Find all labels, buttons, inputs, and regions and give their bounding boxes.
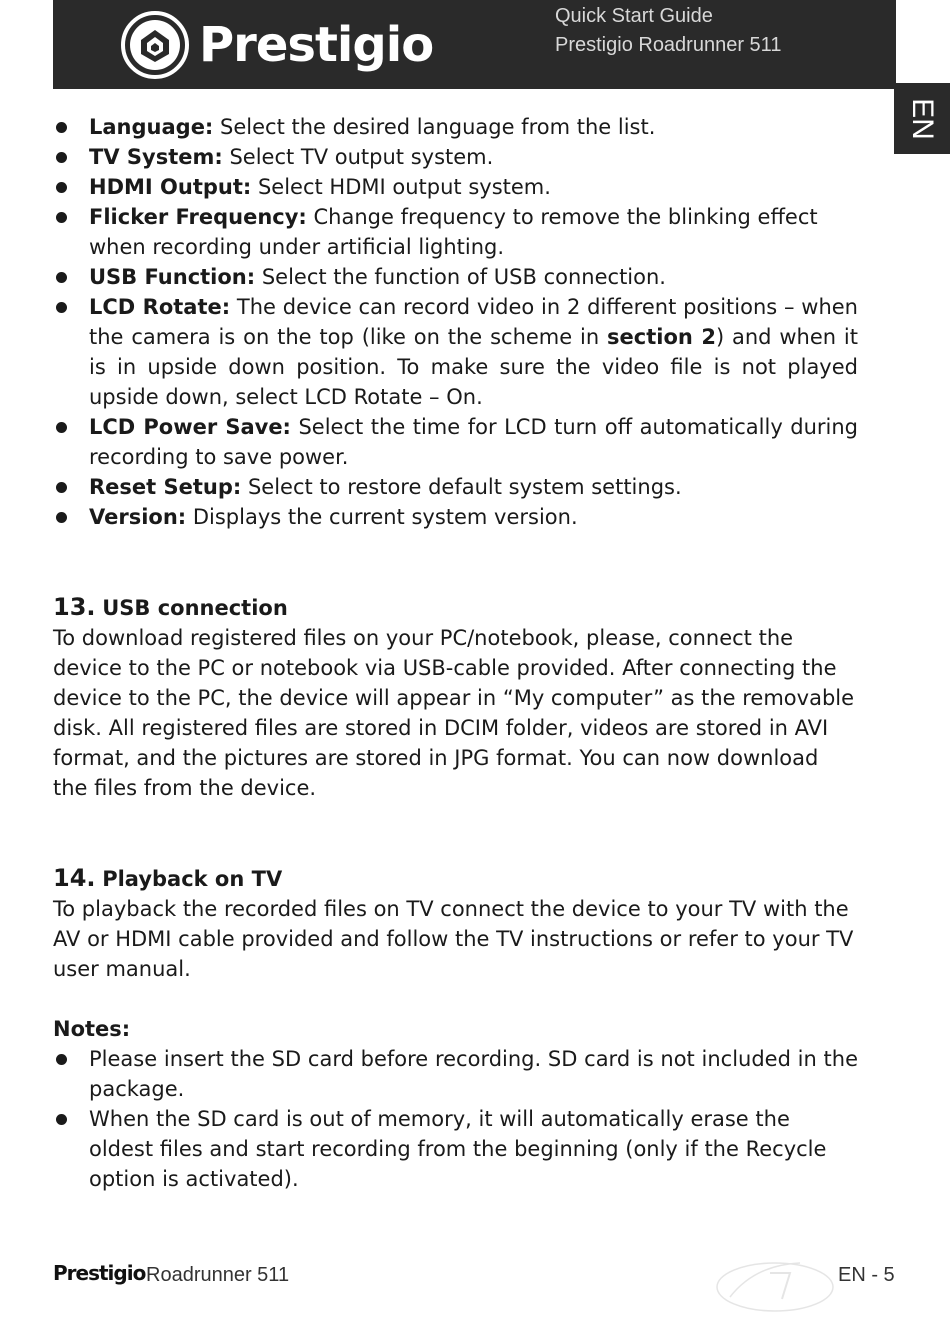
guide-title: Quick Start Guide [555, 5, 713, 27]
section-14-heading [53, 863, 858, 894]
list-item [53, 262, 858, 292]
section-reference: section 2 [607, 325, 716, 349]
setting-desc: Select the desired language from the list. [213, 115, 656, 139]
language-tab [894, 83, 950, 154]
list-item [53, 412, 858, 472]
list-item [53, 292, 858, 412]
header-title-block [555, 2, 781, 60]
setting-desc: Select TV output system. [222, 145, 494, 169]
setting-desc: Select HDMI output system. [251, 175, 551, 199]
footer-logo: Prestigio [53, 1261, 146, 1285]
logo-text: Prestigio [199, 17, 434, 73]
section-14-body: To playback the recorded files on TV connect the device to your TV with the AV or HDMI cable provided and follow the TV instructions or refer to your TV user manual. [53, 897, 854, 981]
settings-list [53, 112, 858, 532]
setting-term: Reset Setup: [89, 475, 242, 499]
page-header [53, 0, 896, 89]
list-item [53, 472, 858, 502]
setting-term: USB Function: [89, 265, 256, 289]
notes-list [53, 1044, 858, 1194]
section-13-body: To download registered files on your PC/notebook, please, connect the device to the PC or notebook via USB-cable provided. After connecting the device to the PC, the device will appear in “My computer” as the removable disk. All registered files are stored in DCIM folder, videos are stored in AVI format, and the pictures are stored in JPG format. You can now download the files from the device. [53, 626, 855, 800]
notes-heading: Notes: [53, 1017, 131, 1041]
section-number: 13. [53, 593, 96, 621]
setting-desc-continued: ) and when it is in upside down position. To make sure the video file is not played upside down, select LCD Rotate – On. [89, 325, 859, 409]
product-name: Prestigio Roadrunner 511 [555, 34, 782, 56]
page-number: EN - 5 [838, 1264, 895, 1286]
list-item: Please insert the SD card before recording. SD card is not included in the package. [53, 1044, 858, 1104]
list-item [53, 112, 858, 142]
setting-desc: Select the function of USB connection. [255, 265, 666, 289]
prestigio-logo [119, 10, 434, 80]
setting-term: TV System: [89, 145, 223, 169]
list-item [53, 172, 858, 202]
list-item: When the SD card is out of memory, it will automatically erase the oldest files and start recording from the beginning (only if the Recycle option is activated). [53, 1104, 858, 1194]
section-13-heading [53, 592, 858, 623]
setting-desc: Displays the current system version. [186, 505, 578, 529]
setting-term: LCD Power Save: [89, 415, 291, 439]
list-item [53, 142, 858, 172]
list-item [53, 502, 858, 532]
setting-desc: Select the time for LCD turn off automatically during recording to save power. [89, 415, 858, 469]
watermark-icon [710, 1255, 840, 1315]
language-tab-label: EN [906, 97, 939, 140]
list-item [53, 202, 858, 262]
section-number: 14. [53, 864, 96, 892]
setting-term: Language: [89, 115, 214, 139]
section-title: Playback on TV [102, 867, 283, 891]
page-content [53, 112, 858, 1194]
setting-desc: The device can record video in 2 different positions – when the camera is on the top (like on the scheme in [89, 295, 858, 349]
prestigio-emblem-icon [119, 10, 191, 80]
footer-model: Roadrunner 511 [146, 1264, 290, 1286]
setting-term: Flicker Frequency: [89, 205, 307, 229]
setting-term: HDMI Output: [89, 175, 252, 199]
setting-term: LCD Rotate: [89, 295, 231, 319]
setting-term: Version: [89, 505, 187, 529]
section-title: USB connection [102, 596, 288, 620]
setting-desc: Select to restore default system settings. [241, 475, 682, 499]
setting-desc: Change frequency to remove the blinking effect when recording under artificial lighting. [89, 205, 818, 259]
